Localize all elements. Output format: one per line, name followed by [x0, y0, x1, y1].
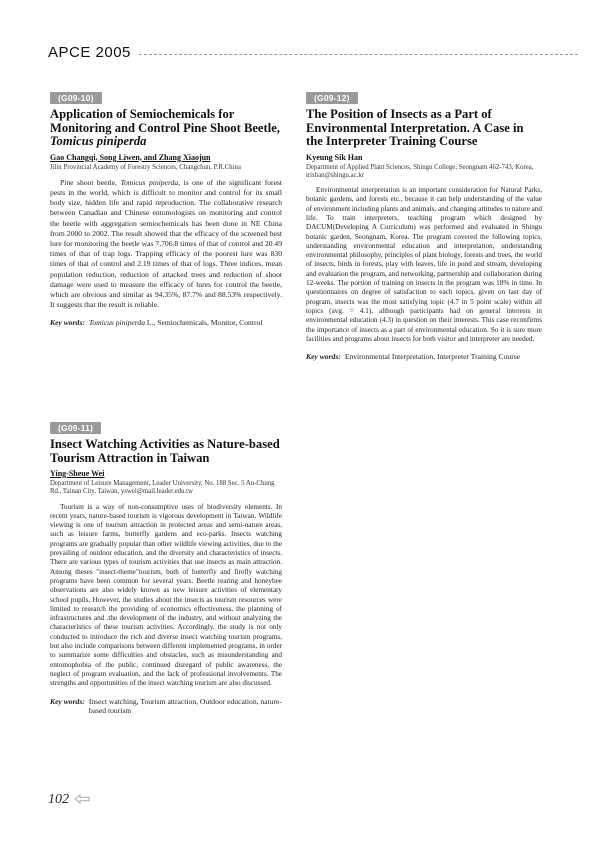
article-code-badge: (G09-12) [306, 92, 358, 104]
article-code-badge: (G09-11) [50, 422, 101, 434]
abstract-species: Tomicus piniperda [120, 177, 179, 187]
article-keywords [50, 318, 282, 328]
running-header [48, 39, 578, 65]
article-title: The Position of Insects as a Part of Environmental Interpretation. A Case in the Interpreter Training Course [306, 107, 524, 148]
article-g09-12 [306, 88, 542, 362]
article-keywords [50, 697, 282, 716]
keywords-text: Environmental Interpretation, Interpreter Training Course [344, 352, 521, 362]
abstract-post: , is one of the significant forest pests in the world, which is difficult to monitor and control for its small body size, hidden life and rapid reproduction. The collaborative research between Canadian and Chinese entomologists on monitoring and control the beetle with aggregation semiochemicals has been done in NE China from 2000 to 2002. The result showed that the efficacy of the screened best lure for monitoring the beetle was 7,706.8 times of that of control and 20.49 times of that of trap logs. Trapping efficacy of the poorest lure was 830 times of that of control and 2.19 times of that of logs. Three indices, mean population reduction, reduction of attacked trees and reduction of shoot damage were used to measure the efficacy of lures for control the beetle, which are obvious and similar as 94.35%, 87.7% and 88.53% respectively. It suggests that the result is reliable. [50, 177, 282, 310]
abstract-pre: Pine shoot beetle, [60, 177, 121, 187]
article-code-badge: (G09-10) [50, 92, 102, 104]
keywords-label: Key words: [50, 318, 85, 328]
article-abstract [50, 178, 282, 311]
article-affiliation: Department of Applied Plant Sciences, Shingu College, Seongnam 462-743, Korea, irishan@shingu.ac.kr [306, 163, 534, 179]
hollow-left-arrow-icon [74, 791, 90, 809]
article-title: Insect Watching Activities as Nature-based Tourism Attraction in Taiwan [50, 437, 280, 465]
keywords-label: Key words: [50, 696, 85, 706]
article-title [50, 108, 282, 149]
article-authors: Gao Changqi, Song Liwen, and Zhang Xiaojun [50, 152, 211, 162]
article-affiliation: Jilin Provincial Academy of Forestry Sciences, Changchun, P.R.China [50, 163, 241, 171]
article-g09-10 [50, 88, 282, 328]
article-title-main: Application of Semiochemicals for Monitoring and Control Pine Shoot Beetle, [50, 107, 280, 135]
page-number: 102 [48, 792, 69, 807]
article-authors: Kyeung Sik Han [306, 152, 363, 162]
article-authors: Ying-Sheue Wei [50, 469, 105, 478]
keywords-rest: L., Semiochemicals, Monitor, Control [145, 318, 263, 328]
article-abstract: Tourism is a way of non-consumptive uses of biodiversity elements. In recent years, nature-based tourism is vigorous development in Taiwan. Wildlife viewing is one of tourism attraction in protected areas and semi-nature areas, such as leisure farms, butterfly gardens and eco-parks. Insects watching programs are gradually popular than other wildlife viewing activities, due to the prevailing of outdoor education, and the diversity and characteristics of insects. There are various types of tourism activities that use insects as main attraction. Among theses "insect-theme"tourism, both of butterfly and firefly watching programs have been common for several years. Beetle rearing and honeybee observations are also widely known as new leisure activities of elementary school pupils. However, the studies about the insects as tourism resources were limited to research the providing of economics effectiveness, the planning of infrastructures and .the development of the industry, and without analyzing the characteristics of these tourism activities. Accordingly, the study is not only conducted to introduce the rich and diverse insect watching tourism programs, but also include comparisons between different implemented programs, in order to summarize some difficulties and obstacles, such as misunderstanding and entomophobia of the public, continued disregard of public awareness, the neglect of program evaluation, and the lack of professional involvements. The strengths and opportunities of the insect watching tourism are also discussed. [50, 502, 282, 688]
article-affiliation: Department of Leisure Management, Leader University, No. 188 Sec. 5 An-Chung Rd., Tainan City, Taiwan, yswei@mail.leader.edu.tw [50, 480, 275, 496]
article-title-species: Tomicus piniperda [50, 134, 147, 148]
article-keywords [306, 352, 542, 362]
article-abstract: Environmental interpretation is an important consideration for Natural Parks, botanic gardens, and forests etc., because it can help understanding of the value of environment including plants and animals, and changing attitudes to nature and life. To train interpreters, teaching program which designed by DACUM(Developing A Curriculum) was performed and evaluated in Shingu botanic garden, Seongnam, Korea. The program covered the following topics, understanding environmental education and interpretation, understanding environmental philosophy, principles of plant biology, forests and trees, the world of insects, birds in forests, play with leaves, life in pond and stream, developing and evaluation the program, and networking, partnership and collaboration during 12-weeks. The portion of training on insects in the program was 18% in time. In questionnaires on degree of satisfaction to each topics, given on last day of program, insects was the most satisfying topic (4.7 in 5 point scale) within all topics (avg. = 4.1), although participants had on general interests in environmental education (4.3) in question on their interests. This case reconfirms the importance of insects as a part of environmental education. So it is sure more facilities and programs about insects for both visitor and interpreter are needed. [306, 186, 542, 343]
conference-title: APCE 2005 [48, 43, 131, 61]
header-rule [139, 54, 578, 55]
keywords-text: Insect watching, Tourism attraction, Outdoor education, nature-based tourism [88, 696, 282, 716]
page-footer [48, 791, 90, 809]
keywords-species: Tomicus piniperda [88, 318, 145, 328]
article-g09-11 [50, 418, 282, 716]
keywords-label: Key words: [306, 352, 341, 362]
keywords-text [89, 318, 263, 328]
